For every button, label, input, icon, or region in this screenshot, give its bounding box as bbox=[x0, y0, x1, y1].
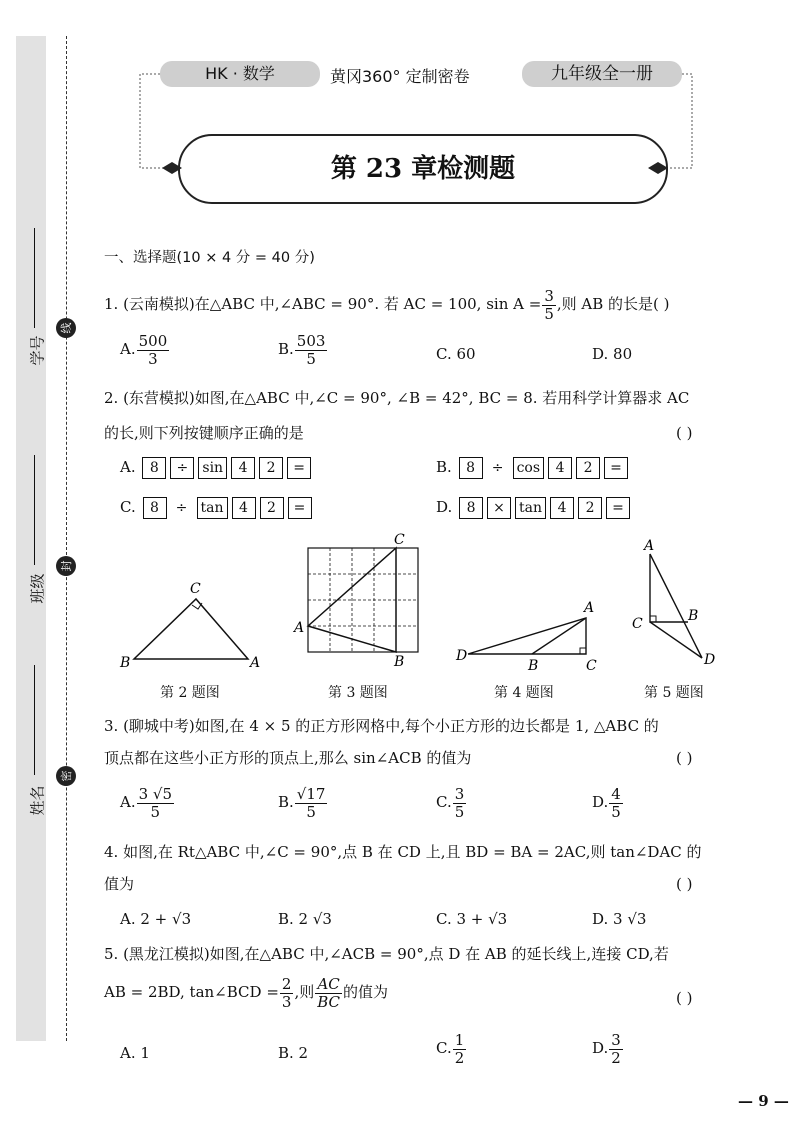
fig4-segment-ab bbox=[532, 618, 586, 654]
seal-seal: 封 bbox=[56, 556, 76, 576]
fig3-grid-lines bbox=[308, 548, 418, 652]
student-id-label: 学号 bbox=[28, 335, 47, 366]
q5-option-b: B. 2 bbox=[278, 1044, 309, 1062]
fig2-label-a: A bbox=[250, 655, 261, 671]
page-number: — 9 — bbox=[738, 1092, 789, 1110]
binding-strip bbox=[16, 36, 46, 1041]
q3-answer-paren: ( ) bbox=[676, 749, 693, 767]
q2-answer-paren: ( ) bbox=[676, 424, 693, 442]
seal-secret: 密 bbox=[56, 766, 76, 786]
question-4-line2: 值为 bbox=[104, 875, 135, 893]
question-4-line1: 4. 如图,在 Rt△ABC 中,∠C = 90°,点 B 在 CD 上,且 BD = BA = 2AC,则 tan∠DAC 的 bbox=[104, 843, 702, 861]
subject-pill: HK · 数学 bbox=[160, 61, 320, 87]
question-3-line1: 3. (聊城中考)如图,在 4 × 5 的正方形网格中,每个小正方形的边长都是 1, △ABC 的 bbox=[104, 717, 659, 735]
question-3-line2: 顶点都在这些小正方形的顶点上,那么 sin∠ACB 的值为 bbox=[104, 749, 472, 767]
question-2-line2: 的长,则下列按键顺序正确的是 bbox=[104, 424, 304, 442]
binding-dashed-line bbox=[66, 36, 67, 1041]
question-5-line2: AB = 2BD, tan∠BCD = $\frac{2}{3}$ ,则 $\frac{AC}{BC}$ 的值为 bbox=[104, 975, 389, 1011]
fig2-label-b: B bbox=[120, 655, 131, 671]
fig4-label-a: A bbox=[584, 600, 595, 616]
q5-option-a: A. 1 bbox=[120, 1044, 150, 1062]
figure-2 bbox=[116, 575, 266, 675]
q3-option-c: C. $\frac{3}{5}$ bbox=[436, 785, 465, 821]
q4-option-d: D. 3 √3 bbox=[592, 910, 647, 928]
q1-option-a: A. $\frac{500}{3}$ bbox=[120, 332, 168, 368]
name-blank bbox=[34, 665, 35, 775]
fig3-label-a: A bbox=[294, 620, 305, 636]
figure-5 bbox=[624, 536, 724, 676]
question-5-line1: 5. (黑龙江模拟)如图,在△ABC 中,∠ACB = 90°,点 D 在 AB 的延长线上,连接 CD,若 bbox=[104, 945, 669, 963]
grade-pill: 九年级全一册 bbox=[522, 61, 682, 87]
fig5-label-a: A bbox=[644, 538, 655, 554]
fig3-label-c: C bbox=[394, 532, 405, 548]
fig2-triangle bbox=[134, 599, 248, 659]
q2-option-b: B. 8 ÷ cos 4 2 = bbox=[436, 457, 630, 479]
fig5-label-d: D bbox=[704, 652, 716, 668]
figure-4 bbox=[452, 596, 612, 676]
q2-option-c: C. 8 ÷ tan 4 2 = bbox=[120, 497, 314, 519]
fig5-line-ad bbox=[650, 554, 702, 658]
student-id-blank bbox=[34, 228, 35, 328]
fig5-right-angle bbox=[650, 616, 656, 622]
q2-option-a: A. 8 ÷ sin 4 2 = bbox=[120, 457, 313, 479]
fig5-caption: 第 5 题图 bbox=[644, 685, 704, 701]
q4-answer-paren: ( ) bbox=[676, 875, 693, 893]
q1-text-b: ,则 AB 的长是( ) bbox=[556, 295, 670, 313]
fig5-line-cd bbox=[650, 622, 702, 658]
q3-option-b: B. $\frac{√17}{5}$ bbox=[278, 785, 326, 821]
q1-fraction: $\frac{3}{5}$ bbox=[544, 287, 554, 323]
q3-option-a: A. $\frac{3 √5}{5}$ bbox=[120, 785, 173, 821]
q2-option-d: D. 8 × tan 4 2 = bbox=[436, 497, 632, 519]
fig5-label-c: C bbox=[632, 616, 643, 632]
class-blank bbox=[34, 455, 35, 565]
name-label: 姓名 bbox=[28, 785, 47, 816]
fig4-caption: 第 4 题图 bbox=[494, 685, 554, 701]
fig4-label-c: C bbox=[586, 658, 597, 674]
q1-option-d: D. 80 bbox=[592, 345, 633, 363]
q1-option-b: B. $\frac{503}{5}$ bbox=[278, 332, 326, 368]
fig3-caption: 第 3 题图 bbox=[328, 685, 388, 701]
fig4-right-angle bbox=[580, 648, 586, 654]
page-title: 第 23 章检测题 bbox=[178, 134, 668, 204]
q3-option-d: D. $\frac{4}{5}$ bbox=[592, 785, 621, 821]
fig2-caption: 第 2 题图 bbox=[160, 685, 220, 701]
q5-option-c: C. $\frac{1}{2}$ bbox=[436, 1031, 465, 1067]
q5-answer-paren: ( ) bbox=[676, 989, 693, 1007]
series-title: 黄冈360° 定制密卷 bbox=[330, 67, 470, 86]
question-1 bbox=[104, 288, 670, 322]
figure-3 bbox=[290, 532, 420, 674]
section-heading: 一、选择题(10 × 4 分 = 40 分) bbox=[104, 250, 315, 266]
class-label: 班级 bbox=[28, 573, 47, 604]
q4-option-a: A. 2 + √3 bbox=[120, 910, 192, 928]
fig4-outer-triangle bbox=[468, 618, 586, 654]
seal-line: 线 bbox=[56, 318, 76, 338]
fig2-label-c: C bbox=[190, 581, 201, 597]
fig3-label-b: B bbox=[394, 654, 405, 670]
q1-text-a: 1. (云南模拟)在△ABC 中,∠ABC = 90°. 若 AC = 100, sin A = bbox=[104, 295, 542, 313]
fig4-label-b: B bbox=[528, 658, 539, 674]
question-2-line1: 2. (东营模拟)如图,在△ABC 中,∠C = 90°, ∠B = 42°, BC = 8. 若用科学计算器求 AC bbox=[104, 389, 690, 407]
fig4-label-d: D bbox=[456, 648, 468, 664]
q1-option-c: C. 60 bbox=[436, 345, 476, 363]
fig5-label-b: B bbox=[688, 608, 699, 624]
q5-option-d: D. $\frac{3}{2}$ bbox=[592, 1031, 621, 1067]
q4-option-b: B. 2 √3 bbox=[278, 910, 332, 928]
q4-option-c: C. 3 + √3 bbox=[436, 910, 508, 928]
